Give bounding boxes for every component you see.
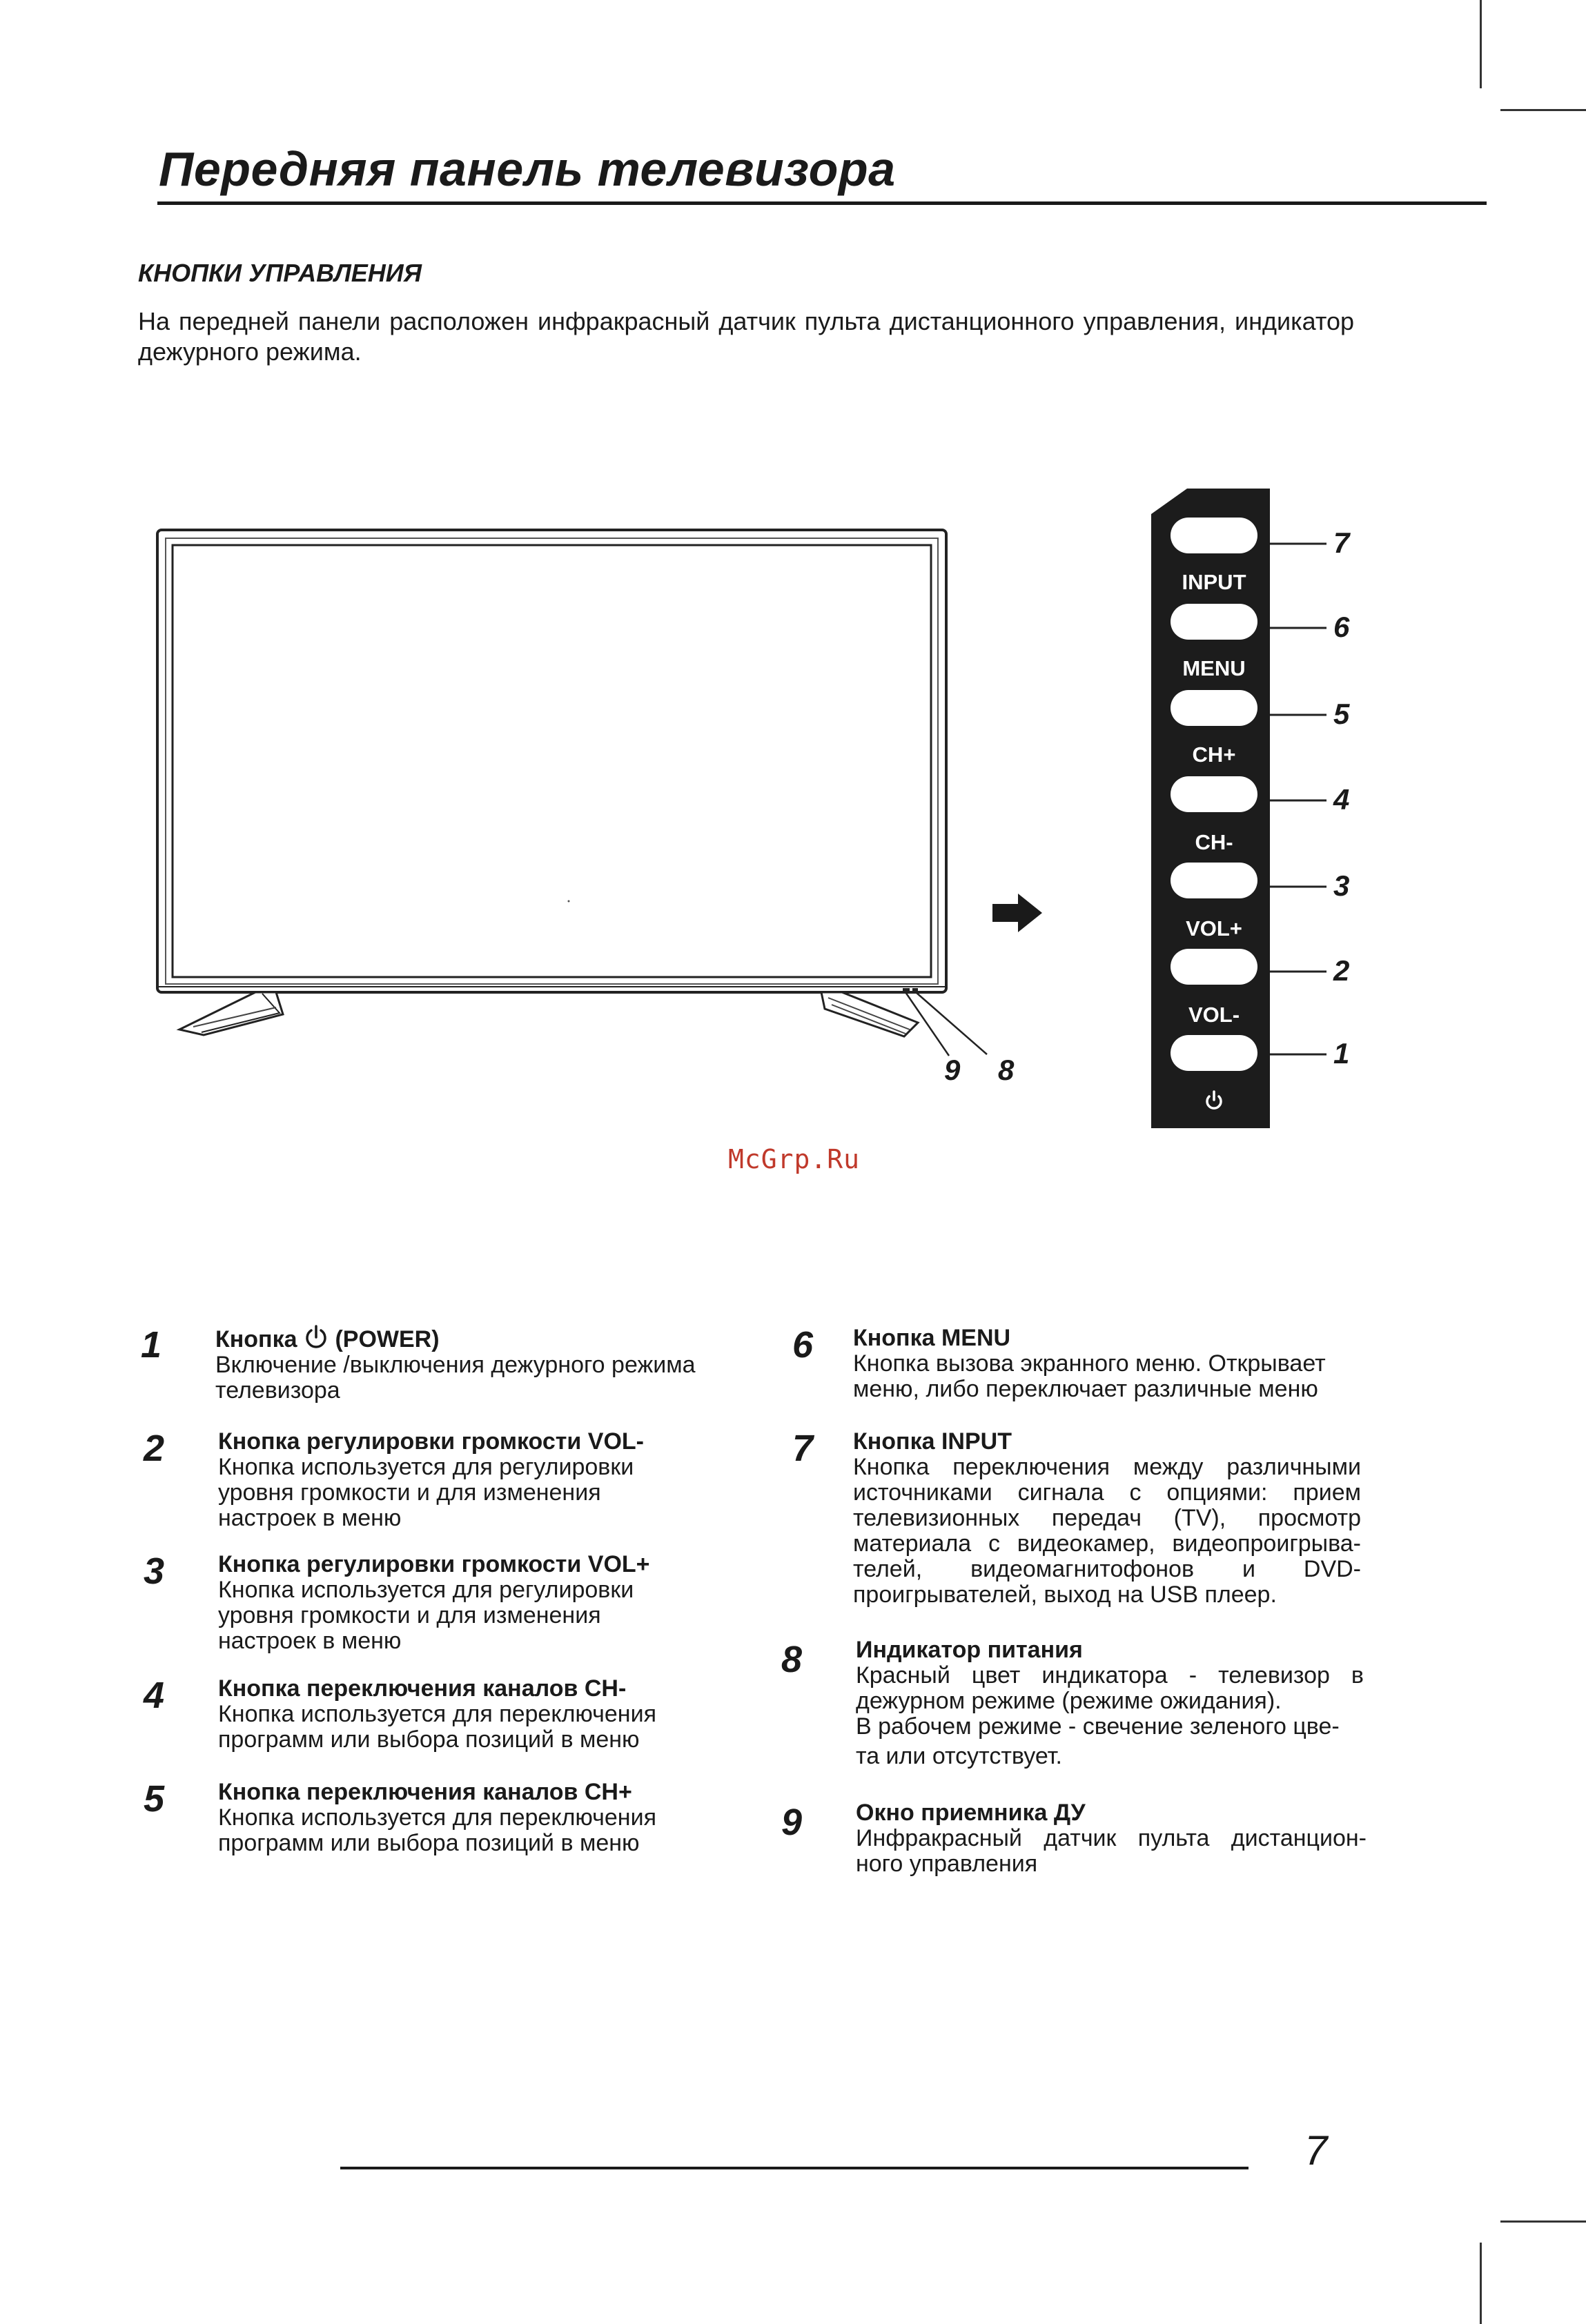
item-title: Кнопка регулировки громкости VOL+ — [218, 1551, 650, 1577]
item-title: Кнопка INPUT — [853, 1428, 1012, 1455]
item-title: Окно приемника ДУ — [856, 1800, 1086, 1826]
power-icon — [304, 1325, 329, 1350]
item-3 — [144, 1550, 687, 1654]
item-1 — [141, 1324, 740, 1404]
item-title: Кнопка MENU — [853, 1325, 1011, 1351]
item-line: Кнопка переключения между различными — [853, 1454, 1361, 1480]
item-line: источниками сигнала с опциями: прием — [853, 1479, 1361, 1506]
input-button — [1171, 518, 1257, 553]
vol-plus-button — [1171, 863, 1257, 898]
item-line: та или отсутствует. — [856, 1743, 1062, 1769]
item-line: уровня громкости и для изменения — [218, 1602, 601, 1628]
item-number: 5 — [144, 1778, 165, 1820]
item-9 — [781, 1800, 1367, 1877]
item-number: 2 — [144, 1428, 165, 1469]
tv-stand-left — [179, 992, 283, 1035]
item-number: 8 — [781, 1639, 803, 1680]
panel-label-vol-plus: VOL+ — [1186, 916, 1242, 941]
footer-rule — [340, 2167, 1249, 2169]
item-line: настроек в меню — [218, 1628, 402, 1654]
crop-mark-top-vertical — [1480, 0, 1482, 88]
item-line: телевизора — [215, 1377, 340, 1404]
item-line: материала с видеокамер, видеопроигрыва- — [853, 1530, 1361, 1557]
panel-label-ch-minus: CH- — [1195, 830, 1233, 854]
item-line: проигрывателей, выход на USB плеер. — [853, 1582, 1277, 1608]
intro-paragraph: На передней панели расположен инфракрасный датчик пульта дистанционного управления, индикатор дежурного режима. — [138, 307, 1354, 366]
tv-front-diagram — [138, 511, 1063, 1104]
tv-callout-8: 8 — [998, 1054, 1015, 1086]
panel-label-vol-minus: VOL- — [1188, 1003, 1240, 1027]
menu-button — [1171, 604, 1257, 640]
item-line: настроек в меню — [218, 1505, 402, 1531]
item-number: 6 — [792, 1324, 814, 1366]
panel-label-menu: MENU — [1182, 656, 1246, 680]
item-number: 3 — [144, 1550, 165, 1592]
item-number: 7 — [792, 1428, 814, 1469]
panel-label-ch-plus: CH+ — [1192, 742, 1236, 767]
item-title: Кнопка переключения каналов CH+ — [218, 1779, 632, 1805]
panel-callout-7: 7 — [1333, 526, 1350, 559]
watermark: McGrp.Ru — [728, 1144, 861, 1174]
item-6 — [792, 1324, 1361, 1402]
page-number: 7 — [1304, 2127, 1328, 2174]
item-8 — [781, 1637, 1367, 1769]
panel-callout-6: 6 — [1333, 611, 1350, 643]
panel-callout-2: 2 — [1333, 954, 1350, 987]
item-line: Кнопка используется для регулировки — [218, 1577, 634, 1603]
item-number: 4 — [144, 1675, 165, 1716]
item-line: Кнопка используется для переключения — [218, 1701, 656, 1727]
item-number: 9 — [781, 1802, 803, 1843]
item-title: Кнопка (POWER) — [215, 1326, 440, 1352]
item-2 — [144, 1428, 687, 1531]
item-line: программ или выбора позиций в меню — [218, 1830, 640, 1856]
arrow-right-icon — [992, 894, 1042, 932]
item-line: меню, либо переключает различные меню — [853, 1376, 1318, 1402]
panel-callout-4: 4 — [1333, 783, 1350, 816]
item-line: Кнопка используется для переключения — [218, 1804, 656, 1831]
section-heading: КНОПКИ УПРАВЛЕНИЯ — [138, 259, 422, 287]
item-line: Кнопка используется для регулировки — [218, 1454, 634, 1480]
item-line: Включение /выключения дежурного режима — [215, 1352, 696, 1378]
panel-callout-5: 5 — [1333, 698, 1350, 730]
item-line: дежурном режиме (режиме ожидания). — [856, 1688, 1282, 1714]
item-line: уровня громкости и для изменения — [218, 1479, 601, 1506]
ch-minus-button — [1171, 776, 1257, 812]
item-7 — [792, 1428, 1361, 1608]
title-underline — [157, 201, 1487, 205]
vol-minus-button — [1171, 949, 1257, 985]
tv-callout-9: 9 — [944, 1054, 961, 1086]
panel-callout-3: 3 — [1333, 869, 1350, 902]
item-line: ного управления — [856, 1851, 1038, 1877]
item-line: Красный цвет индикатора - телевизор в — [856, 1662, 1364, 1688]
item-line: Кнопка вызова экранного меню. Открывает — [853, 1350, 1326, 1377]
item-number: 1 — [141, 1324, 162, 1366]
panel-callout-1: 1 — [1333, 1037, 1350, 1070]
crop-mark-bottom-vertical — [1480, 2243, 1482, 2324]
item-title: Кнопка регулировки громкости VOL- — [218, 1428, 644, 1455]
ch-plus-button — [1171, 690, 1257, 726]
item-5 — [144, 1778, 715, 1856]
panel-label-input: INPUT — [1182, 570, 1246, 594]
page-title: Передняя панель телевизора — [159, 142, 896, 196]
crop-mark-bottom-horizontal — [1500, 2220, 1586, 2223]
item-line: программ или выбора позиций в меню — [218, 1726, 640, 1753]
item-line: телевизионных передач (TV), просмотр — [853, 1505, 1361, 1531]
item-title: Кнопка переключения каналов CH- — [218, 1675, 627, 1702]
item-line: Инфракрасный датчик пульта дистанцион- — [856, 1825, 1367, 1851]
item-line: В рабочем режиме - свечение зеленого цве- — [856, 1713, 1340, 1740]
crop-mark-top-horizontal — [1500, 109, 1586, 111]
tv-stand-right — [821, 992, 918, 1036]
power-button — [1171, 1035, 1257, 1071]
item-title: Индикатор питания — [856, 1637, 1083, 1663]
item-line: телей, видеомагнитофонов и DVD- — [853, 1556, 1361, 1582]
item-4 — [144, 1675, 715, 1753]
